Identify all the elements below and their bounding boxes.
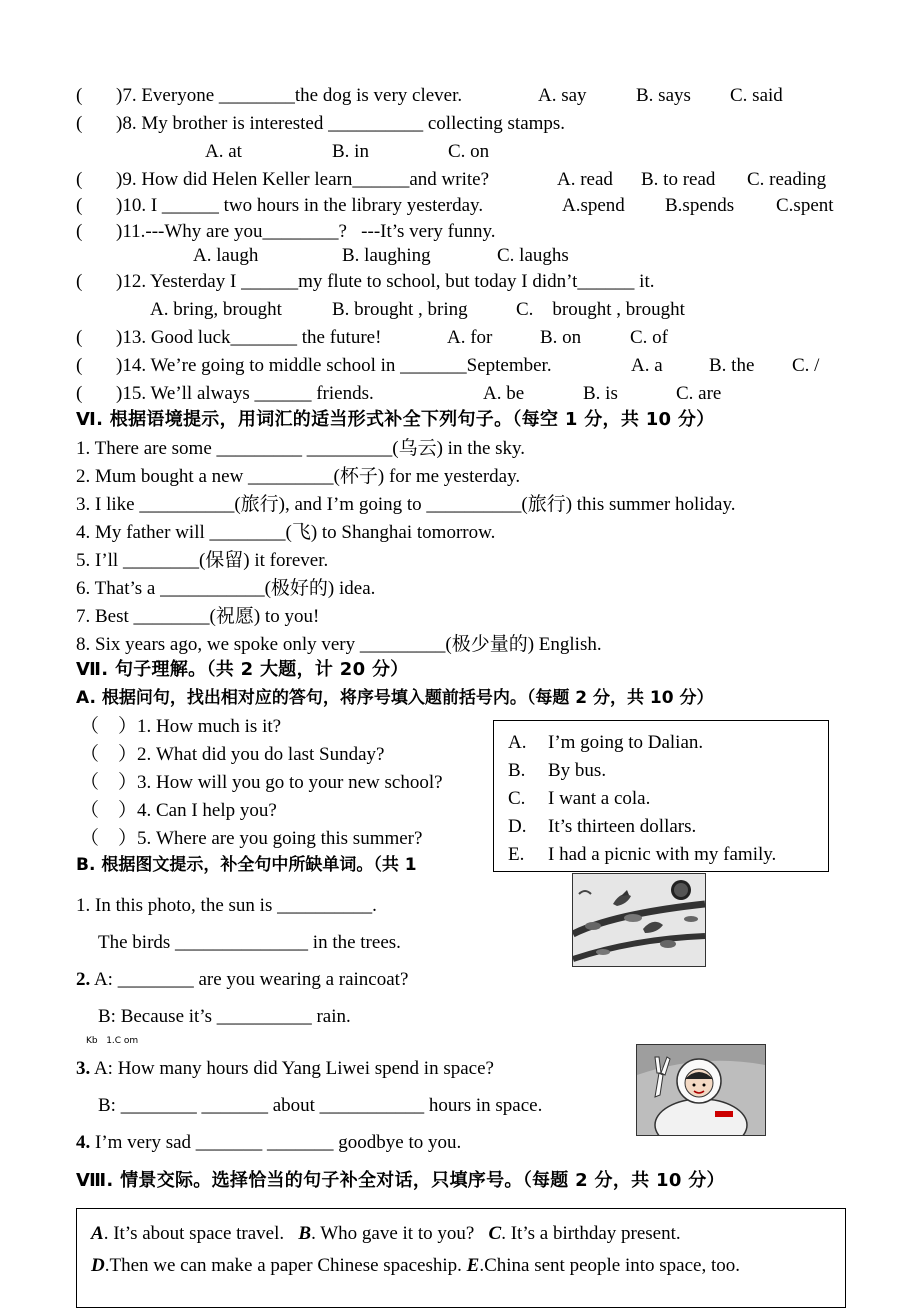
- question-9: ( )9. How did Helen Keller learn______and write?: [76, 169, 490, 190]
- match-question-3: （ ）3. How will you go to your new school?: [80, 772, 443, 793]
- question-14: ( )14. We’re going to middle school in _______September.: [76, 355, 552, 376]
- picture-q2-line-a: 2. A: ________ are you wearing a raincoat?: [76, 969, 409, 990]
- q7-option-b: B. says: [636, 85, 691, 106]
- q7-option-c: C. said: [730, 85, 783, 106]
- q11-option-c: C. laughs: [497, 245, 569, 266]
- q7-option-a: A. say: [538, 85, 587, 106]
- q14-option-c: C. /: [792, 355, 820, 376]
- answer-d: D. It’s thirteen dollars.: [508, 816, 697, 837]
- section6-item-2: 2. Mum bought a new _________(杯子) for me yesterday.: [76, 466, 521, 487]
- section6-item-3: 3. I like __________(旅行), and I’m going to __________(旅行) this summer holiday.: [76, 494, 736, 515]
- picture-q1-line-a: 1. In this photo, the sun is __________.: [76, 895, 377, 916]
- dialog-options-row-2: D.Then we can make a paper Chinese spaceship. E.China sent people into space, too.: [91, 1255, 741, 1276]
- question-12: ( )12. Yesterday I ______my flute to school, but today I didn’t______ it.: [76, 271, 655, 292]
- q13-option-b: B. on: [540, 327, 582, 348]
- q15-option-a: A. be: [483, 383, 525, 404]
- q11-option-b: B. laughing: [342, 245, 431, 266]
- birds-illustration: [573, 874, 705, 966]
- answer-b: B. By bus.: [508, 760, 607, 781]
- section6-item-6: 6. That’s a ___________(极好的) idea.: [76, 578, 376, 599]
- answer-box: [493, 720, 829, 872]
- q9-option-b: B. to read: [641, 169, 716, 190]
- birds-picture: [572, 873, 706, 967]
- section6-item-5: 5. I’ll ________(保留) it forever.: [76, 550, 329, 571]
- match-question-4: （ ）4. Can I help you?: [80, 800, 277, 821]
- section-6-heading: Ⅵ. 根据语境提示，用词汇的适当形式补全下列句子。（每空 1 分，共 10 分）: [76, 409, 715, 430]
- dialog-options-row-1: A. It’s about space travel. B. Who gave it to you? C. It’s a birthday present.: [91, 1223, 681, 1244]
- question-11: ( )11.---Why are you________? ---It’s very funny.: [76, 221, 496, 242]
- question-10: ( )10. I ______ two hours in the library yesterday.: [76, 195, 484, 216]
- q15-option-b: B. is: [583, 383, 618, 404]
- section6-item-4: 4. My father will ________(飞) to Shanghai tomorrow.: [76, 522, 496, 543]
- picture-q3-line-a: 3. A: How many hours did Yang Liwei spend in space?: [76, 1058, 494, 1079]
- match-question-1: （ ）1. How much is it?: [80, 716, 282, 737]
- answer-a: A. I’m going to Dalian.: [508, 732, 704, 753]
- q9-option-c: C. reading: [747, 169, 827, 190]
- picture-q1-line-b: The birds ______________ in the trees.: [98, 932, 401, 953]
- question-15: ( )15. We’ll always ______ friends.: [76, 383, 374, 404]
- picture-q3-line-b: B: ________ _______ about ___________ hours in space.: [98, 1095, 543, 1116]
- q13-option-c: C. of: [630, 327, 668, 348]
- section6-item-1: 1. There are some _________ _________(乌云) in the sky.: [76, 438, 526, 459]
- q10-option-c: C.spent: [776, 195, 834, 216]
- question-7: ( )7. Everyone ________the dog is very clever.: [76, 85, 463, 106]
- q10-option-a: A.spend: [562, 195, 625, 216]
- q12-option-a: A. bring, brought: [150, 299, 282, 320]
- q11-option-a: A. laugh: [193, 245, 259, 266]
- section-8-heading: Ⅷ. 情景交际。选择恰当的句子补全对话，只填序号。（每题 2 分，共 10 分）: [76, 1170, 725, 1191]
- section-7a-heading: A. 根据问句，找出相对应的答句，将序号填入题前括号内。（每题 2 分，共 10 分）: [76, 688, 714, 708]
- answer-e: E. I had a picnic with my family.: [508, 844, 777, 865]
- q9-option-a: A. read: [557, 169, 613, 190]
- q14-option-b: B. the: [709, 355, 755, 376]
- question-13: ( )13. Good luck_______ the future!: [76, 327, 382, 348]
- match-question-2: （ ）2. What did you do last Sunday?: [80, 744, 385, 765]
- picture-q2-line-b: B: Because it’s __________ rain.: [98, 1006, 351, 1027]
- answer-c: C. I want a cola.: [508, 788, 651, 809]
- q13-option-a: A. for: [447, 327, 493, 348]
- section6-item-7: 7. Best ________(祝愿) to you!: [76, 606, 320, 627]
- question-8: ( )8. My brother is interested __________ collecting stamps.: [76, 113, 566, 134]
- dialog-options-box: [76, 1208, 846, 1308]
- watermark-text: Kb 1.C om: [86, 1036, 139, 1046]
- astronaut-picture: [636, 1044, 766, 1136]
- picture-q4-line: 4. I’m very sad _______ _______ goodbye to you.: [76, 1132, 462, 1153]
- astronaut-illustration: [637, 1045, 765, 1135]
- match-question-5: （ ）5. Where are you going this summer?: [80, 828, 423, 849]
- section6-item-8: 8. Six years ago, we spoke only very _________(极少量的) English.: [76, 634, 602, 655]
- q14-option-a: A. a: [631, 355, 663, 376]
- q8-option-b: B. in: [332, 141, 369, 162]
- q12-option-b: B. brought , bring: [332, 299, 468, 320]
- q15-option-c: C. are: [676, 383, 722, 404]
- q8-option-a: A. at: [205, 141, 242, 162]
- q12-option-c: C. brought , brought: [516, 299, 685, 320]
- q10-option-b: B.spends: [665, 195, 735, 216]
- q8-option-c: C. on: [448, 141, 490, 162]
- section-7b-heading: B. 根据图文提示，补全句中所缺单词。（共 1: [76, 855, 417, 875]
- section-7-heading: Ⅶ. 句子理解。（共 2 大题，计 20 分）: [76, 659, 409, 680]
